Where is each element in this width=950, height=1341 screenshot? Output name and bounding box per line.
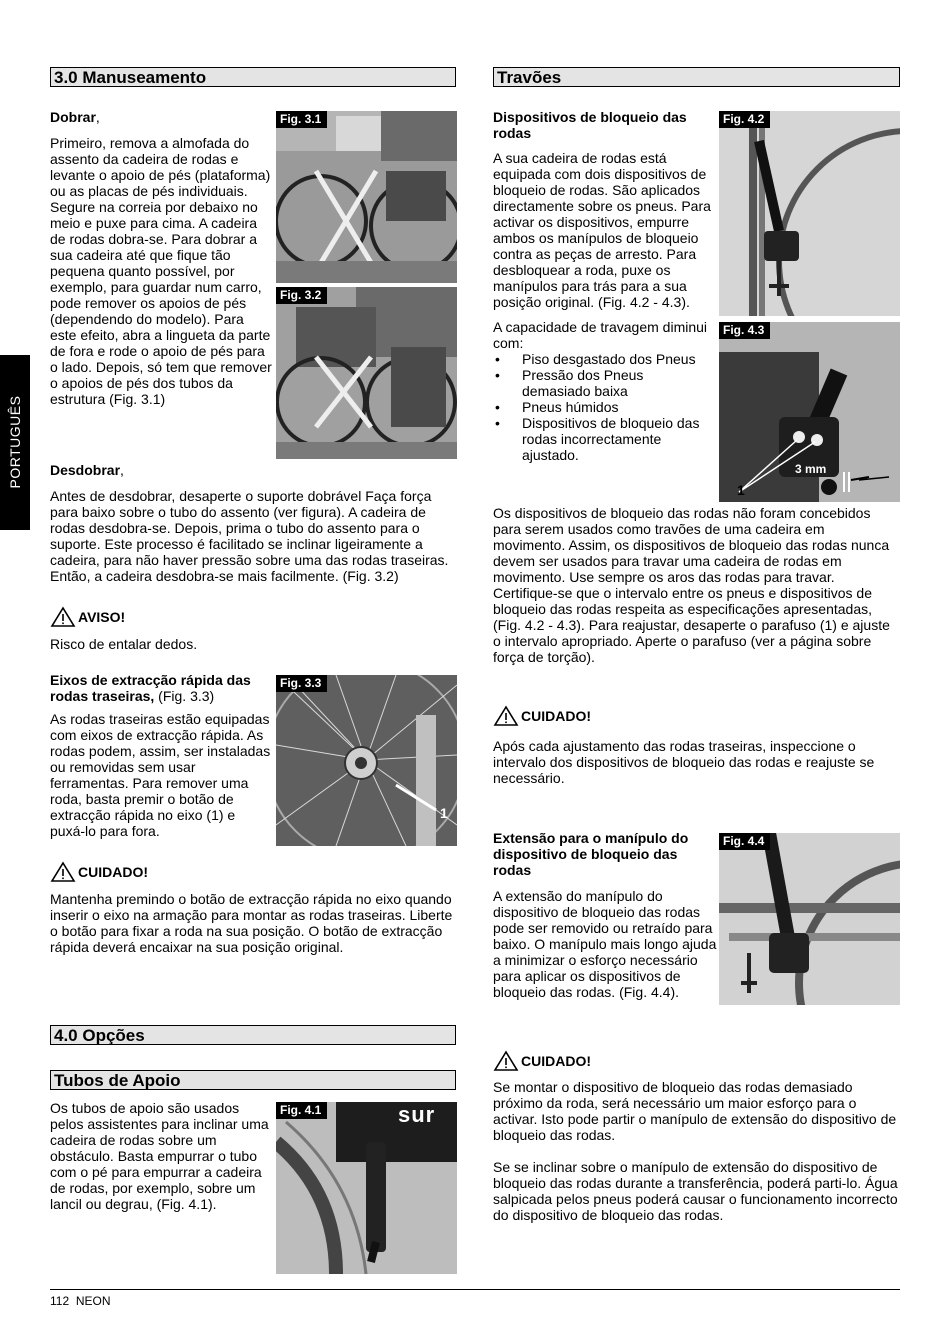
figure-4-1-tipping-tube-photo xyxy=(276,1102,457,1274)
cuidado-label-2: CUIDADO! xyxy=(521,708,591,724)
dobrar-title-suffix: , xyxy=(95,109,100,125)
aviso-label: AVISO! xyxy=(78,609,126,625)
figure-4-4-lever-extension-photo xyxy=(719,833,900,1005)
extensao-body: A extensão do manípulo do dispositivo de bloqueio das rodas pode ser removido ou retraído para baixo. O manípulo mais longo ajuda a minimizar o esforço necessário para aplicar os dispositivos de bloqueio das rodas. (Fig. 4.4). xyxy=(493,888,717,1000)
figure-3-1-label: Fig. 3.1 xyxy=(276,111,327,128)
warning-triangle-icon xyxy=(50,861,76,883)
page-footer xyxy=(50,1294,110,1308)
cuidado-text-3a: Se montar o dispositivo de bloqueio das rodas demasiado próximo da roda, será necessário um maior esforço para o activar. Isto pode partir o manípulo de extensão do dispositivo de bloqueio das rodas. xyxy=(493,1079,897,1143)
section-heading-travoes: Travões xyxy=(493,67,900,87)
list-item: • Dispositivos de bloqueio das rodas incorrectamente ajustado. xyxy=(493,415,719,463)
warning-triangle-icon xyxy=(50,606,76,628)
dispositivos-body: A sua cadeira de rodas está equipada com dois dispositivos de bloqueio de rodas. São aplicados directamente sobre os pneus. Para activar os dispositivos, empurre ambos os manípulos de bloqueio contra as peças de arresto. Para desbloquear a roda, puxe os manípulos para trás para a sua posição original. (Fig. 4.2 - 4.3). xyxy=(493,150,711,310)
eixos-title: Eixos de extracção rápida das rodas traseiras, xyxy=(50,672,251,704)
cuidado-warning-1 xyxy=(50,861,148,883)
cuidado-warning-3 xyxy=(493,1050,591,1072)
extensao-section xyxy=(493,830,719,1000)
figure-3-3-illustration xyxy=(276,675,457,846)
desdobrar-title: Desdobrar xyxy=(50,462,121,478)
figure-3-2-label: Fig. 3.2 xyxy=(276,287,327,304)
figure-4-2-illustration xyxy=(719,111,900,316)
dobrar-title: Dobrar xyxy=(50,109,96,125)
figure-3-3-quick-release-axle-photo xyxy=(276,675,457,846)
capacidade-list xyxy=(493,351,719,463)
capacidade-intro: A capacidade de travagem diminui com: xyxy=(493,319,708,351)
aviso-warning xyxy=(50,606,125,628)
cuidado-text-1: Mantenha premindo o botão de extracção rápida no eixo quando inserir o eixo na armação para montar as rodas traseiras. Liberte o botão para fixar a roda na sua posição. O botão de extracção rápida deverá encaixar na sua posição original. xyxy=(50,891,453,955)
warning-triangle-icon xyxy=(493,705,519,727)
dobrar-body: Primeiro, remova a almofada do assento da cadeira de rodas e levante o apoio de pés (plataforma) ou as placas de pés individuais. Segure na correia por debaixo no meio e puxe para cima. A cadeira de rodas dobra-se. Para dobrar a sua cadeira até que fique tão pequena quanto possível, por exemplo, para guardar num carro, pode remover os apoios de pés (dependendo do modelo). Para este efeito, abra a lingueta da parte de fora e rode o apoio de pés para o lado. Depois, só tem que remover o apoios de pés dos tubos da estrutura (Fig. 3.1) xyxy=(50,135,272,407)
page-number: 112 xyxy=(50,1294,70,1308)
desdobrar-body: Antes de desdobrar, desaperte o suporte dobrável Faça força para baixo sobre o tubo do assento (ver figura). A cadeira de rodas desdobra-se. Depois, prima o tubo do assento para o suporte. Este processo é facilitado se inclinar ligeiramente a cadeira, para não haver pressão sobre uma das rodas traseiras. Então, a cadeira desdobra-se mais facilmente. (Fig. 3.2) xyxy=(50,488,449,584)
warning-triangle-icon xyxy=(493,1050,519,1072)
figure-4-2-label: Fig. 4.2 xyxy=(719,111,770,128)
figure-4-3-lock-gap-photo xyxy=(719,322,900,502)
tubos-body: Os tubos de apoio são usados pelos assistentes para inclinar uma cadeira de rodas sobre um obstáculo. Basta empurrar o tubo com o pé para empurrar a cadeira de rodas, por exemplo, sobre um lancil ou degrau, (Fig. 4.1). xyxy=(50,1100,269,1212)
cuidado-label-3: CUIDADO! xyxy=(521,1053,591,1069)
figure-3-3-label: Fig. 3.3 xyxy=(276,675,327,692)
figure-4-2-wheel-lock-photo xyxy=(719,111,900,316)
eixos-body: As rodas traseiras estão equipadas com eixos de extracção rápida. As rodas podem, assim, ser instaladas ou removidas sem usar ferramentas. Para remover uma roda, basta premir o botão de extracção rápida no eixo (1) e puxá-lo para fora. xyxy=(50,711,271,839)
eixos-title-suffix: (Fig. 3.3) xyxy=(154,688,215,704)
list-item: • Pneus húmidos xyxy=(493,399,719,415)
section-heading-tubos-de-apoio: Tubos de Apoio xyxy=(50,1070,456,1090)
section-heading-manuseamento: 3.0 Manuseamento xyxy=(50,67,456,87)
figure-4-3-label: Fig. 4.3 xyxy=(719,322,770,339)
cuidado-text-2: Após cada ajustamento das rodas traseiras, inspeccione o intervalo dos dispositivos de bloqueio das rodas e reajuste se necessário. xyxy=(493,738,875,786)
figure-4-4-label: Fig. 4.4 xyxy=(719,833,770,850)
list-item: • Piso desgastado dos Pneus xyxy=(493,351,719,367)
language-label: PORTUGUÊS xyxy=(7,395,23,489)
nao-concebidos-text xyxy=(493,505,893,665)
eixos-section xyxy=(50,672,272,839)
footer-rule xyxy=(50,1289,900,1290)
footer-product: NEON xyxy=(75,1294,111,1308)
figure-3-1-folded-wheelchair-photo xyxy=(276,111,457,283)
figure-4-1-label: Fig. 4.1 xyxy=(276,1102,327,1119)
cuidado-text-3 xyxy=(493,1079,898,1223)
extensao-title: Extensão para o manípulo do dispositivo de bloqueio das rodas xyxy=(493,830,689,878)
dobrar-section xyxy=(50,109,272,407)
nao-concebidos-body: Os dispositivos de bloqueio das rodas não foram concebidos para serem usados como travões de uma cadeira em movimento. Assim, os dispositivos de bloqueio das rodas nunca devem ser usados para travar uma cadeira de rodas em movimento. Use sempre os aros das rodas para travar. Certifique-se que o intervalo entre os pneus e dispositivos de bloqueio das rodas respeita as especificações apresentadas, (Fig. 4.2 - 4.3). Para reajustar, desaperte o parafuso (1) e ajuste o intervalo apropriado. Aperte o parafuso (ver a página sobre força de torção). xyxy=(493,505,890,665)
language-side-tab xyxy=(0,355,30,530)
section-heading-opcoes: 4.0 Opções xyxy=(50,1025,456,1045)
desdobrar-title-suffix: , xyxy=(120,462,124,478)
dispositivos-section xyxy=(493,109,719,463)
cuidado-text-3b: Se se inclinar sobre o manípulo de extensão do dispositivo de bloqueio das rodas durante a transferência, poderá parti-lo. Água salpicada pelos pneus poderá causar o funcionamento incorrecto do dispositivo de bloqueio das rodas. xyxy=(493,1159,898,1223)
figure-3-1-illustration xyxy=(276,111,457,283)
figure-3-3-callout: 1 xyxy=(440,805,448,821)
figure-4-3-callout: 1 xyxy=(737,482,745,498)
cuidado-warning-2 xyxy=(493,705,591,727)
figure-4-1-logo-text: sur xyxy=(398,1102,436,1127)
list-item: • Pressão dos Pneus demasiado baixa xyxy=(493,367,719,399)
figure-4-4-illustration xyxy=(719,833,900,1005)
figure-3-2-illustration xyxy=(276,287,457,459)
aviso-text: Risco de entalar dedos. xyxy=(50,636,198,652)
figure-4-3-gap-label: 3 mm xyxy=(795,462,827,476)
cuidado-label-1: CUIDADO! xyxy=(78,864,148,880)
figure-3-2-unfolding-wheelchair-photo xyxy=(276,287,457,459)
dispositivos-title: Dispositivos de bloqueio das rodas xyxy=(493,109,687,141)
desdobrar-section xyxy=(50,462,456,584)
